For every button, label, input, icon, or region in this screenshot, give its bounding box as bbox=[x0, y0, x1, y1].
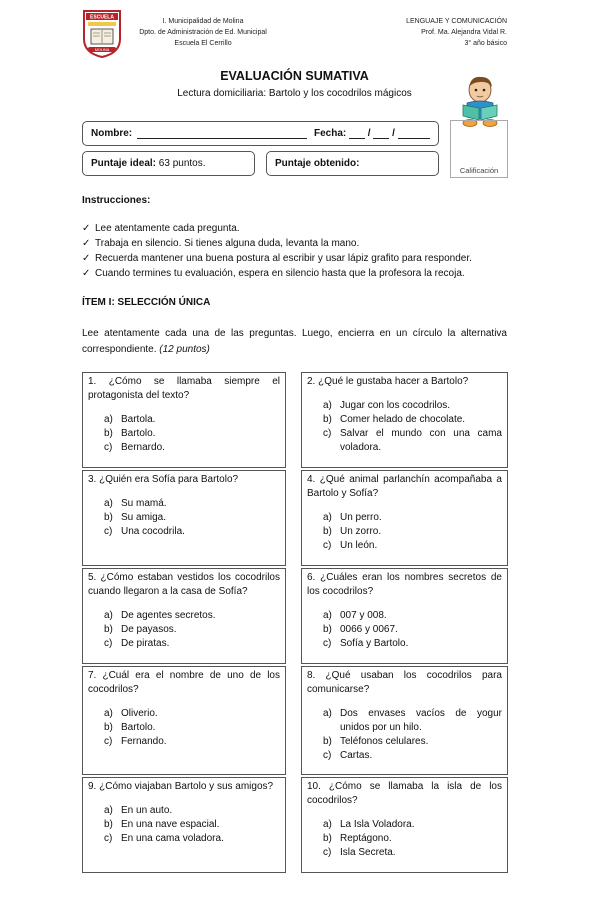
option-text: Comer helado de chocolate. bbox=[340, 414, 466, 425]
answer-option[interactable] bbox=[323, 623, 502, 637]
answer-option[interactable] bbox=[323, 399, 502, 413]
option-letter: b) bbox=[104, 512, 113, 523]
answer-options bbox=[88, 707, 280, 749]
course-line: Prof. Ma. Alejandra Vidal R. bbox=[421, 29, 507, 36]
option-text: Teléfonos celulares. bbox=[340, 736, 429, 747]
option-text: De agentes secretos. bbox=[121, 610, 216, 621]
question-box bbox=[301, 372, 508, 468]
option-letter: a) bbox=[323, 819, 332, 830]
answer-option[interactable] bbox=[104, 735, 280, 749]
option-letter: b) bbox=[104, 624, 113, 635]
question-box bbox=[82, 777, 286, 873]
school-line: Dpto. de Administración de Ed. Municipal bbox=[139, 29, 267, 36]
answer-options bbox=[307, 818, 502, 860]
option-text: De payasos. bbox=[121, 624, 177, 635]
answer-option[interactable] bbox=[104, 818, 280, 832]
option-letter: a) bbox=[323, 708, 332, 719]
option-letter: c) bbox=[104, 638, 113, 649]
page-title: EVALUACIÓN SUMATIVA bbox=[220, 69, 369, 83]
option-text: Fernando. bbox=[121, 736, 167, 747]
option-letter: c) bbox=[104, 736, 113, 747]
question-text: 10. ¿Cómo se llamaba la isla de los cocodrilos? bbox=[307, 781, 502, 806]
date-separator: / bbox=[392, 128, 395, 139]
option-text: En un auto. bbox=[121, 805, 173, 816]
answer-option[interactable] bbox=[104, 707, 280, 721]
answer-option[interactable] bbox=[104, 441, 280, 455]
instruction-item: ✓ Trabaja en silencio. Si tienes alguna duda, levanta la mano. bbox=[82, 236, 472, 251]
name-label: Nombre: bbox=[91, 128, 133, 139]
option-text: La Isla Voladora. bbox=[340, 819, 415, 830]
date-month-field[interactable] bbox=[373, 129, 389, 139]
answer-option[interactable] bbox=[323, 818, 502, 832]
school-info bbox=[128, 16, 278, 49]
question-box bbox=[301, 777, 508, 873]
ideal-score-label: Puntaje ideal: bbox=[91, 158, 157, 169]
ideal-score-value: 63 puntos. bbox=[158, 158, 206, 169]
question-text: 7. ¿Cuál era el nombre de uno de los cocodrilos? bbox=[88, 670, 280, 695]
option-text: Bartolo. bbox=[121, 428, 156, 439]
answer-options bbox=[307, 399, 502, 455]
question-box bbox=[301, 666, 508, 775]
answer-option[interactable] bbox=[323, 511, 502, 525]
option-text: Su mamá. bbox=[121, 498, 167, 509]
name-field[interactable] bbox=[137, 129, 307, 139]
date-year-field[interactable] bbox=[398, 129, 430, 139]
page-subtitle: Lectura domiciliaria: Bartolo y los cocodrilos mágicos bbox=[177, 88, 412, 99]
option-letter: c) bbox=[104, 833, 113, 844]
option-letter: a) bbox=[323, 400, 332, 411]
option-text: Bartola. bbox=[121, 414, 156, 425]
question-text: 9. ¿Cómo viajaban Bartolo y sus amigos? bbox=[88, 781, 274, 792]
item-intro-text: Lee atentamente cada una de las preguntas. Luego, encierra en un círculo la alternativa correspondiente. bbox=[82, 328, 507, 355]
option-text: 0066 y 0067. bbox=[340, 624, 398, 635]
question-text: 2. ¿Qué le gustaba hacer a Bartolo? bbox=[307, 376, 469, 387]
answer-option[interactable] bbox=[104, 427, 280, 441]
option-letter: c) bbox=[323, 638, 332, 649]
option-text: Dos envases vacíos de yogur unidos por un hilo. bbox=[340, 708, 502, 733]
option-letter: c) bbox=[323, 750, 332, 761]
option-text: Un león. bbox=[340, 540, 378, 551]
question-box bbox=[82, 666, 286, 775]
answer-options bbox=[88, 413, 280, 455]
date-label: Fecha: bbox=[314, 128, 347, 139]
date-separator: / bbox=[367, 128, 371, 139]
option-text: Bartolo. bbox=[121, 722, 156, 733]
option-letter: b) bbox=[104, 819, 113, 830]
question-text: 8. ¿Qué usaban los cocodrilos para comunicarse? bbox=[307, 670, 502, 695]
option-letter: a) bbox=[104, 805, 113, 816]
question-text: 4. ¿Qué animal parlanchín acompañaba a Bartolo y Sofía? bbox=[307, 474, 502, 499]
option-letter: c) bbox=[323, 847, 332, 858]
svg-text:ESCUELA: ESCUELA bbox=[90, 14, 114, 21]
option-letter: c) bbox=[104, 442, 113, 453]
option-letter: c) bbox=[104, 526, 113, 537]
question-box bbox=[82, 372, 286, 468]
course-info bbox=[395, 16, 507, 49]
answer-option[interactable] bbox=[104, 525, 280, 539]
option-text: Bernardo. bbox=[121, 442, 165, 453]
instruction-item: ✓ Cuando termines tu evaluación, espera en silencio hasta que la profesora la recoja. bbox=[82, 266, 472, 281]
obtained-score-label: Puntaje obtenido: bbox=[275, 158, 360, 169]
answer-option[interactable] bbox=[323, 707, 502, 735]
answer-option[interactable] bbox=[323, 637, 502, 651]
option-text: Una cocodrila. bbox=[121, 526, 185, 537]
item-intro bbox=[82, 326, 507, 358]
school-logo bbox=[82, 9, 122, 59]
answer-option[interactable] bbox=[104, 721, 280, 735]
option-letter: a) bbox=[323, 512, 332, 523]
option-text: Un zorro. bbox=[340, 526, 382, 537]
option-letter: a) bbox=[104, 708, 113, 719]
question-text: 1. ¿Cómo se llamaba siempre el protagonista del texto? bbox=[88, 376, 280, 401]
answer-options bbox=[307, 511, 502, 553]
answer-option[interactable] bbox=[323, 525, 502, 539]
answer-option[interactable] bbox=[104, 609, 280, 623]
question-text: 6. ¿Cuáles eran los nombres secretos de los cocodrilos? bbox=[307, 572, 502, 597]
answer-option[interactable] bbox=[323, 609, 502, 623]
answer-option[interactable] bbox=[104, 637, 280, 651]
answer-option[interactable] bbox=[104, 413, 280, 427]
option-letter: a) bbox=[104, 610, 113, 621]
instruction-item: ✓ Recuerda mantener una buena postura al escribir y usar lápiz grafito para responder. bbox=[82, 251, 472, 266]
option-letter: b) bbox=[104, 722, 113, 733]
obtained-score-box bbox=[266, 151, 439, 176]
answer-option[interactable] bbox=[323, 749, 502, 763]
option-text: Cartas. bbox=[340, 750, 373, 761]
option-letter: a) bbox=[323, 610, 332, 621]
option-letter: b) bbox=[323, 736, 332, 747]
option-text: En una nave espacial. bbox=[121, 819, 220, 830]
option-letter: b) bbox=[104, 428, 113, 439]
option-text: Un perro. bbox=[340, 512, 382, 523]
answer-option[interactable] bbox=[323, 427, 502, 455]
question-box bbox=[82, 470, 286, 566]
school-line: I. Municipalidad de Molina bbox=[162, 18, 244, 25]
school-line: Escuela El Cerrillo bbox=[174, 40, 232, 47]
option-text: Sofía y Bartolo. bbox=[340, 638, 409, 649]
answer-options bbox=[88, 804, 280, 846]
option-letter: b) bbox=[323, 833, 332, 844]
option-letter: a) bbox=[104, 498, 113, 509]
answer-option[interactable] bbox=[323, 539, 502, 553]
answer-option[interactable] bbox=[323, 735, 502, 749]
course-line: LENGUAJE Y COMUNICACIÓN bbox=[406, 18, 507, 25]
instructions-list bbox=[82, 221, 472, 281]
date-day-field[interactable] bbox=[349, 129, 365, 139]
option-text: De piratas. bbox=[121, 638, 170, 649]
answer-option[interactable] bbox=[104, 511, 280, 525]
answer-options bbox=[307, 609, 502, 651]
option-letter: c) bbox=[323, 540, 332, 551]
answer-option[interactable] bbox=[104, 804, 280, 818]
question-box bbox=[301, 568, 508, 664]
option-letter: a) bbox=[104, 414, 113, 425]
grade-label: Calificación bbox=[459, 166, 499, 175]
item-heading: ÍTEM I: SELECCIÓN ÚNICA bbox=[82, 297, 211, 308]
answer-option[interactable] bbox=[104, 832, 280, 846]
instruction-item: ✓ Lee atentamente cada pregunta. bbox=[82, 221, 472, 236]
answer-option[interactable] bbox=[323, 413, 502, 427]
svg-text:MOLINA: MOLINA bbox=[94, 48, 110, 52]
option-letter: c) bbox=[323, 428, 332, 439]
ideal-score-box bbox=[82, 151, 255, 176]
option-letter: b) bbox=[323, 624, 332, 635]
answer-option[interactable] bbox=[104, 623, 280, 637]
answer-option[interactable] bbox=[323, 832, 502, 846]
question-text: 5. ¿Cómo estaban vestidos los cocodrilos cuando llegaron a la casa de Sofía? bbox=[88, 572, 280, 597]
option-text: Su amiga. bbox=[121, 512, 167, 523]
answer-option[interactable] bbox=[323, 846, 502, 860]
option-letter: b) bbox=[323, 414, 332, 425]
item-points: (12 puntos) bbox=[159, 344, 210, 355]
answer-options bbox=[88, 609, 280, 651]
option-text: En una cama voladora. bbox=[121, 833, 224, 844]
question-text: 3. ¿Quién era Sofía para Bartolo? bbox=[88, 474, 239, 485]
grade-box[interactable] bbox=[450, 120, 508, 178]
answer-options bbox=[88, 497, 280, 539]
student-info-box bbox=[82, 121, 439, 146]
question-box bbox=[82, 568, 286, 664]
course-line: 3° año básico bbox=[464, 40, 507, 47]
option-text: Salvar el mundo con una cama voladora. bbox=[340, 428, 502, 453]
question-box bbox=[301, 470, 508, 566]
option-letter: b) bbox=[323, 526, 332, 537]
option-text: Oliverio. bbox=[121, 708, 158, 719]
option-text: Jugar con los cocodrilos. bbox=[340, 400, 451, 411]
option-text: 007 y 008. bbox=[340, 610, 387, 621]
answer-options bbox=[307, 707, 502, 763]
option-text: Reptágono. bbox=[340, 833, 392, 844]
answer-option[interactable] bbox=[104, 497, 280, 511]
instructions-heading: Instrucciones: bbox=[82, 195, 151, 206]
option-text: Isla Secreta. bbox=[340, 847, 396, 858]
